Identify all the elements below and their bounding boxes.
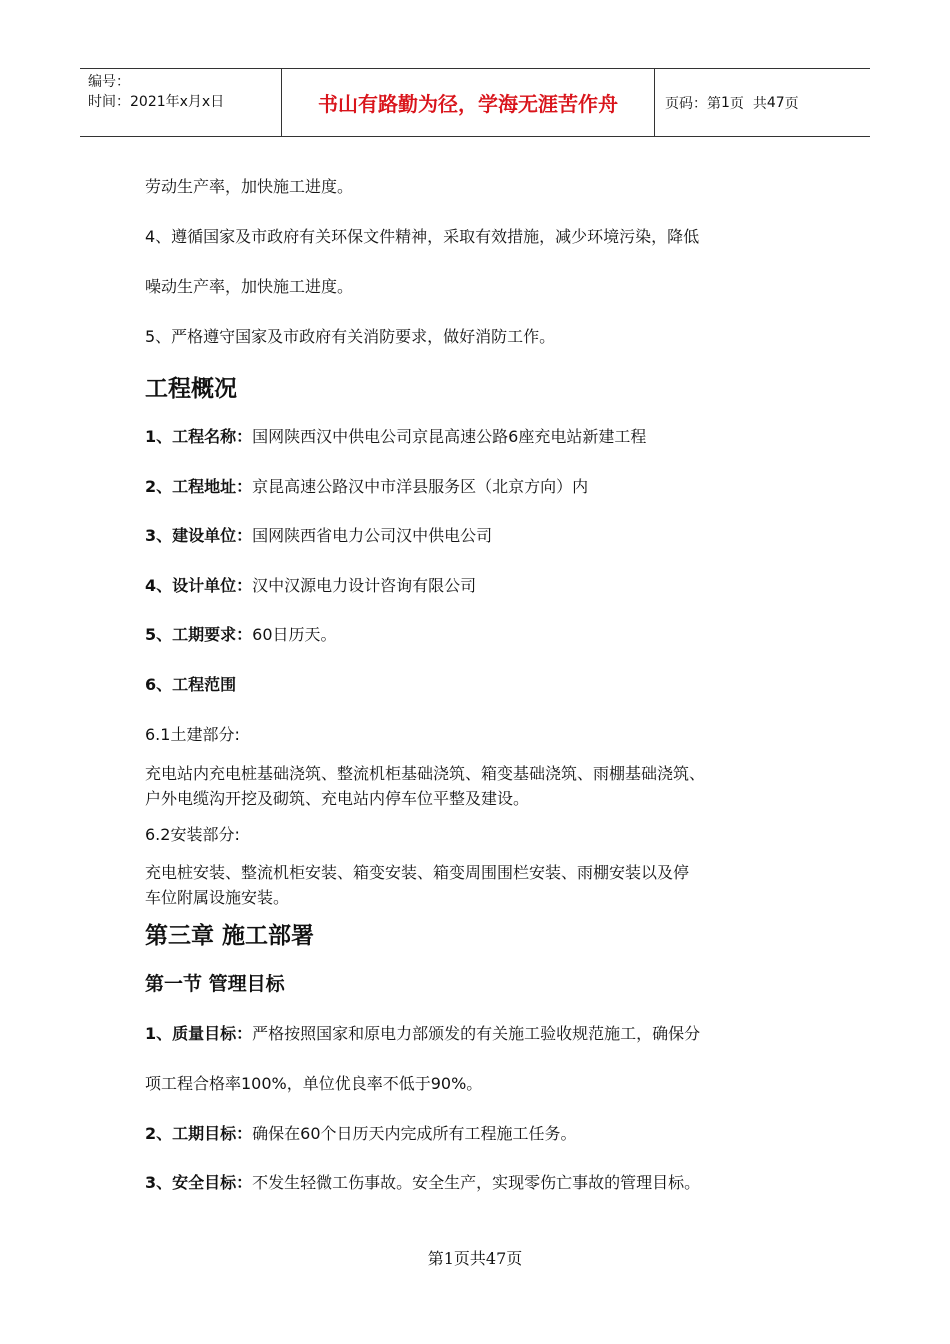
section-title: 工程概况 <box>145 376 237 402</box>
chapter-title: 第三章 施工部署 <box>145 923 315 949</box>
item-label: 1、工程名称： <box>145 427 253 446</box>
page-prefix: 页码：第 <box>665 95 721 112</box>
item-label: 4、设计单位： <box>145 576 253 595</box>
paragraph-line: 户外电缆沟开挖及砌筑、充电站内停车位平整及建设。 <box>145 789 530 808</box>
paragraph-line: 劳动生产率，加快施工进度。 <box>145 177 354 196</box>
item-value: 京昆高速公路汉中市洋县服务区（北京方向）内 <box>252 477 589 496</box>
paragraph-line: 5、严格遵守国家及市政府有关消防要求，做好消防工作。 <box>145 327 556 346</box>
header-motto: 书山有路勤为径，学海无涯苦作舟 <box>282 69 655 136</box>
goal-value: 不发生轻微工伤事故。安全生产，实现零伤亡事故的管理目标。 <box>252 1173 701 1192</box>
project-item <box>145 672 236 695</box>
paragraph-line: 充电站内充电桩基础浇筑、整流机柜基础浇筑、箱变基础浇筑、雨棚基础浇筑、 <box>145 764 706 783</box>
goal-item <box>145 1170 700 1193</box>
page-mid: 页 共 <box>729 95 767 112</box>
item-value: 国网陕西汉中供电公司京昆高速公路6座充电站新建工程 <box>252 427 647 446</box>
goal-label: 3、安全目标： <box>145 1173 253 1192</box>
header-meta <box>80 69 282 136</box>
subsection-title: 6.2安装部分: <box>145 825 240 844</box>
item-value: 60日历天。 <box>252 625 337 644</box>
goal-label: 1、质量目标： <box>145 1024 253 1043</box>
paragraph-line: 4、遵循国家及市政府有关环保文件精神，采取有效措施，减少环境污染，降低 <box>145 227 700 246</box>
project-item <box>145 424 646 447</box>
item-label: 6、工程范围 <box>145 675 237 694</box>
section-heading: 第一节 管理目标 <box>145 973 285 995</box>
goal-label: 2、工期目标： <box>145 1124 253 1143</box>
document-number-label: 编号： <box>88 74 130 90</box>
page-total: 47 <box>766 94 785 111</box>
project-item <box>145 474 588 497</box>
item-label: 2、工程地址： <box>145 477 253 496</box>
paragraph-line: 车位附属设施安装。 <box>145 888 290 907</box>
goal-value: 严格按照国家和原电力部颁发的有关施工验收规范施工，确保分 <box>252 1024 701 1043</box>
document-date: 时间：2021年x月x日 <box>88 94 225 110</box>
paragraph-line: 充电桩安装、整流机柜安装、箱变安装、箱变周围围栏安装、雨棚安装以及停 <box>145 863 690 882</box>
item-label: 3、建设单位： <box>145 526 253 545</box>
goal-value: 确保在60个日历天内完成所有工程施工任务。 <box>252 1124 577 1143</box>
subsection-title: 6.1土建部分: <box>145 725 240 744</box>
page-current: 1 <box>721 94 730 111</box>
page-footer: 第1页共47页 <box>427 1249 523 1268</box>
header-page-info <box>655 69 870 136</box>
paragraph-line: 噪动生产率，加快施工进度。 <box>145 277 354 296</box>
paragraph-line: 项工程合格率100%，单位优良率不低于90%。 <box>145 1074 483 1093</box>
project-item <box>145 622 337 645</box>
item-label: 5、工期要求： <box>145 625 253 644</box>
page-header <box>80 68 870 137</box>
page-suffix: 页 <box>784 95 799 112</box>
project-item <box>145 573 476 596</box>
goal-item <box>145 1121 577 1144</box>
goal-item <box>145 1021 700 1044</box>
item-value: 汉中汉源电力设计咨询有限公司 <box>252 576 477 595</box>
item-value: 国网陕西省电力公司汉中供电公司 <box>252 526 493 545</box>
project-item <box>145 523 492 546</box>
